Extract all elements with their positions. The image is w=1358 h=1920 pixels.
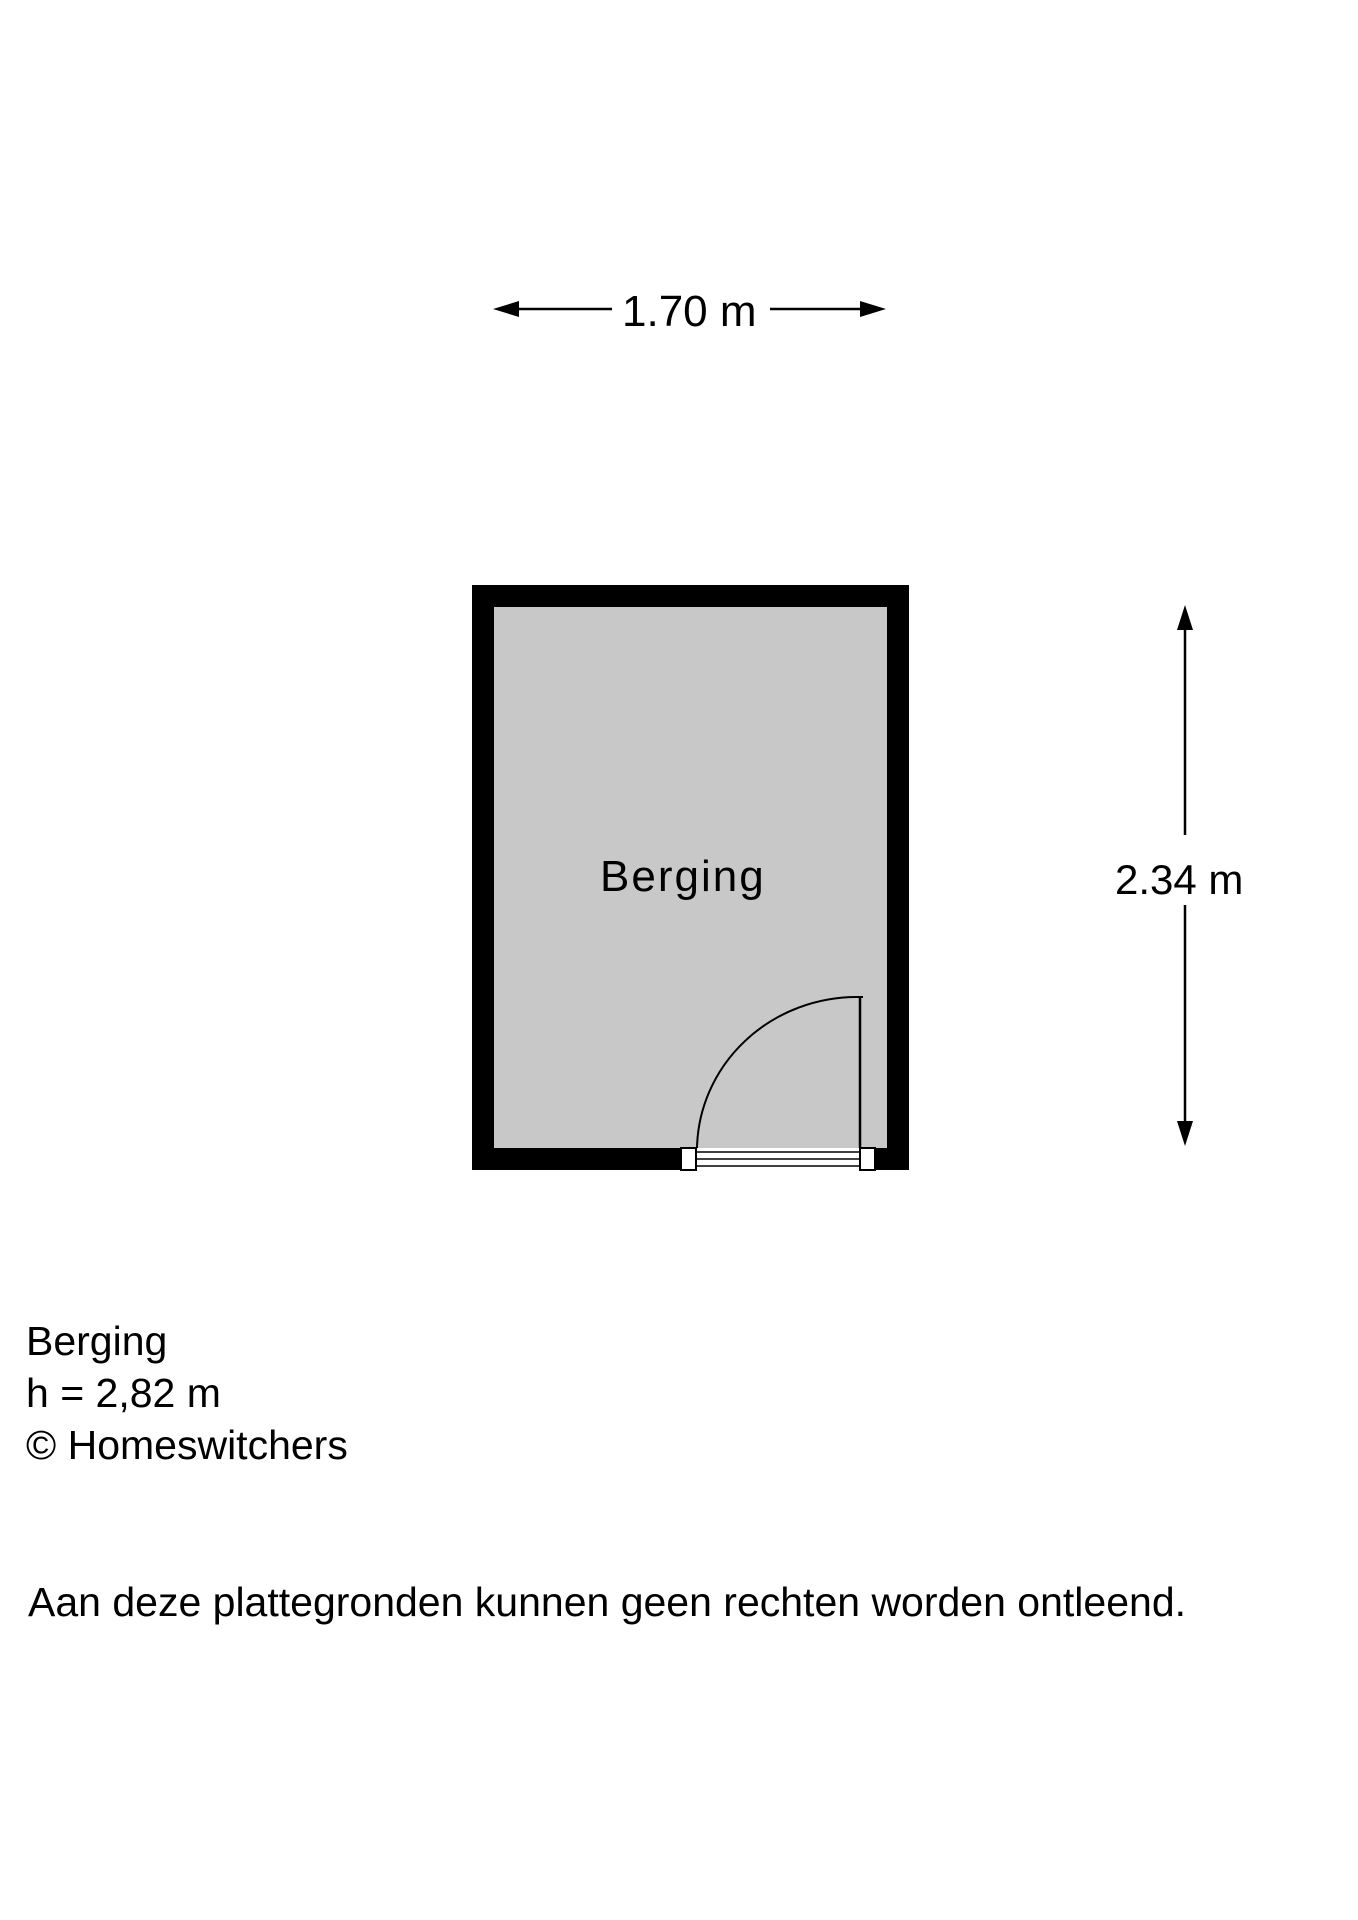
room-label: Berging [600,852,766,901]
door-jamb-left [681,1148,696,1170]
disclaimer-text: Aan deze plattegronden kunnen geen rechten worden ontleend. [28,1579,1187,1625]
height-arrowhead-bottom [1177,1121,1193,1146]
info-copyright: © Homeswitchers [26,1422,348,1468]
width-arrowhead-right [860,301,886,317]
info-room-name: Berging [26,1318,168,1364]
height-arrowhead-top [1177,605,1193,630]
width-arrowhead-left [493,301,519,317]
plan-info [26,1315,348,1471]
height-dimension-label: 2.34 m [1115,856,1244,903]
door-jamb-right [860,1148,875,1170]
width-dimension-label: 1.70 m [622,287,757,336]
info-ceiling-height: h = 2,82 m [26,1370,221,1416]
